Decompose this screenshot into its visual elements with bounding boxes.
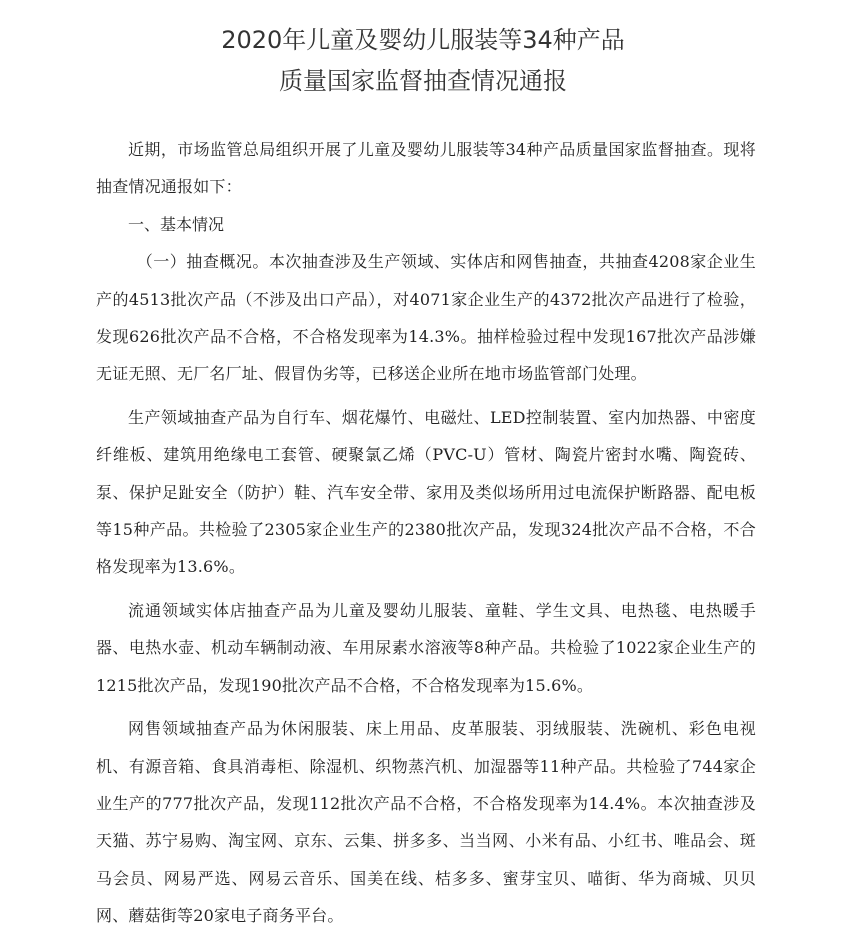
production-paragraph: 生产领域抽查产品为自行车、烟花爆竹、电磁灶、LED控制装置、室内加热器、中密度纤维板、建筑用绝缘电工套管、硬聚氯乙烯（PVC-U）管材、陶瓷片密封水嘴、陶瓷砖、泵、保护足趾安全（防护）鞋、汽车安全带、家用及类似场所用过电流保护断路器、配电板等15种产品。共检验了2305家企业生产的2380批次产品，发现324批次产品不合格，不合格发现率为13.6%。 xyxy=(96,407,756,577)
online-paragraph: 网售领域抽查产品为休闲服装、床上用品、皮革服装、羽绒服装、洗碗机、彩色电视机、有源音箱、食具消毒柜、除湿机、织物蒸汽机、加湿器等11种产品。共检验了744家企业生产的777批次产品，发现112批次产品不合格，不合格发现率为14.4%。本次抽查涉及天猫、苏宁易购、淘宝网、京东、云集、拼多多、当当网、小米有品、小红书、唯品会、斑马会员、网易严选、网易云音乐、国美在线、桔多多、蜜芽宝贝、喵街、华为商城、贝贝网、蘑菇街等20家电子商务平台。 xyxy=(96,719,756,926)
document-title-line-2: 质量国家监督抽查情况通报 xyxy=(279,67,567,95)
document-title-line-1: 2020年儿童及婴幼儿服装等34种产品 xyxy=(221,26,625,54)
section-heading-basic-situation: 一、基本情况 xyxy=(128,214,225,234)
intro-paragraph: 近期，市场监管总局组织开展了儿童及婴幼儿服装等34种产品质量国家监督抽查。现将抽查情况通报如下： xyxy=(96,140,756,197)
retail-paragraph: 流通领域实体店抽查产品为儿童及婴幼儿服装、童鞋、学生文具、电热毯、电热暖手器、电热水壶、机动车辆制动液、车用尿素水溶液等8种产品。共检验了1022家企业生产的1215批次产品，发现190批次产品不合格，不合格发现率为15.6%。 xyxy=(96,600,756,695)
document-body xyxy=(96,131,756,935)
overview-paragraph: （一）抽查概况。本次抽查涉及生产领域、实体店和网售抽查，共抽查4208家企业生产的4513批次产品（不涉及出口产品），对4071家企业生产的4372批次产品进行了检验，发现626批次产品不合格，不合格发现率为14.3%。抽样检验过程中发现167批次产品涉嫌无证无照、无厂名厂址、假冒伪劣等，已移送企业所在地市场监管部门处理。 xyxy=(96,252,756,384)
